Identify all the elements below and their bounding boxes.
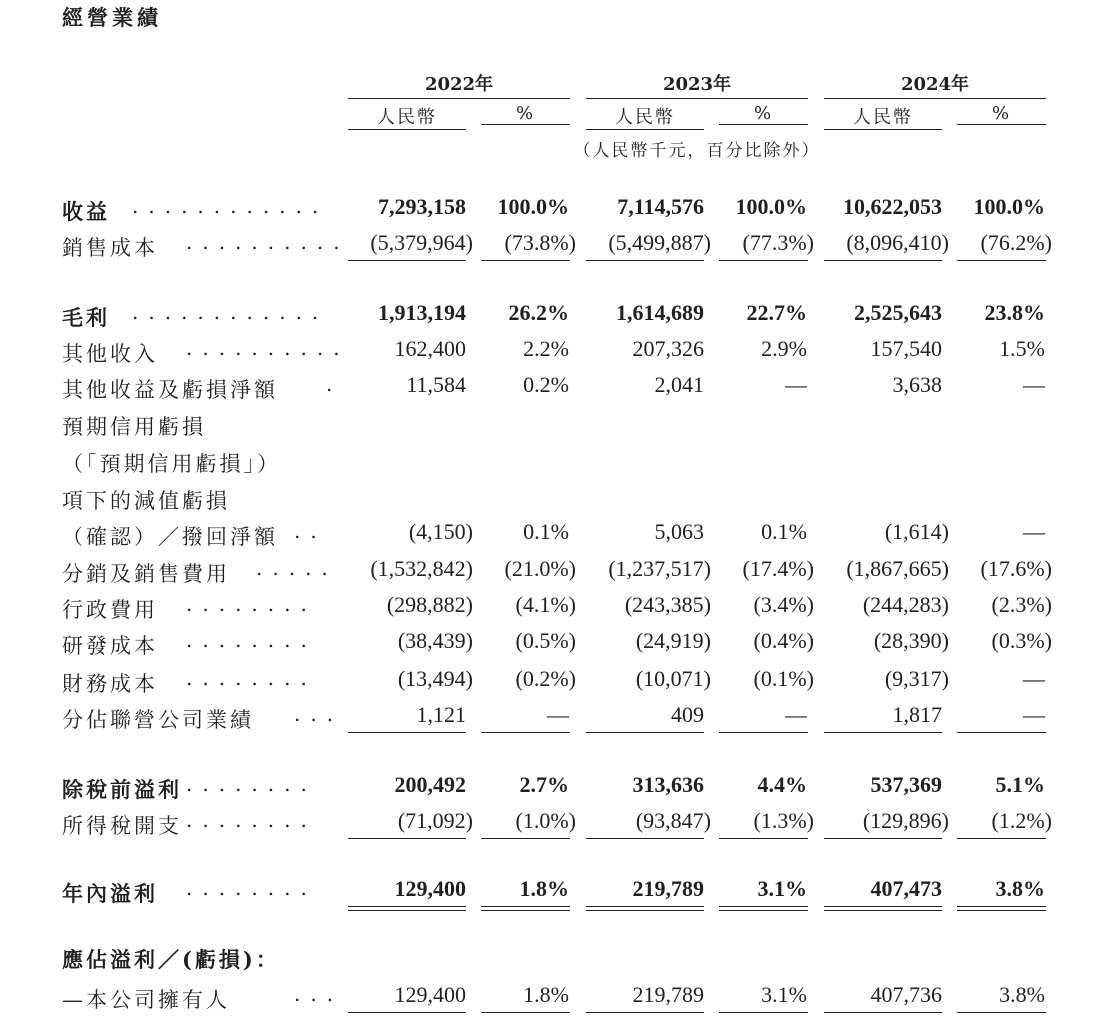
cell-value: (17.4%) — [742, 556, 814, 581]
underline — [824, 732, 942, 733]
row-label: 銷售成本 — [62, 236, 158, 260]
leader-dots: .......... — [186, 230, 350, 254]
underline — [719, 260, 808, 261]
underline — [348, 838, 466, 839]
row-label: 年內溢利 — [62, 881, 158, 906]
cell-value: (244,283) — [862, 592, 949, 617]
cell-value: 200,492 — [394, 772, 466, 797]
cell-value: 4.4% — [757, 772, 807, 797]
cell-value: 219,789 — [632, 982, 704, 1007]
leader-dots: ........ — [186, 628, 317, 652]
cell-value: (9,317) — [884, 666, 949, 691]
cell-value: (4,150) — [408, 519, 473, 544]
cell-value: 23.8% — [984, 300, 1045, 325]
cell-value: (17.6%) — [980, 556, 1052, 581]
double-underline — [481, 906, 570, 911]
cell-value: 22.7% — [746, 300, 807, 325]
col-rmb-2024: 人民幣 — [824, 103, 942, 130]
cell-value: (93,847) — [635, 808, 711, 833]
cell-value: — — [1023, 702, 1045, 727]
year-header-2024: 2024年 — [824, 70, 1046, 99]
row-label: 項下的減值虧損 — [62, 489, 230, 513]
cell-value: (4.1%) — [515, 592, 576, 617]
row-label: 分佔聯營公司業績 — [62, 708, 254, 732]
cell-value: (5,499,887) — [608, 230, 711, 255]
cell-value: (1,532,842) — [370, 556, 473, 581]
cell-value: 129,400 — [394, 982, 466, 1007]
unit-note: （人民幣千元，百分比除外） — [573, 141, 821, 161]
cell-value: 537,369 — [870, 772, 942, 797]
leader-dots: . — [326, 372, 343, 396]
col-pct-2022: % — [481, 103, 570, 125]
cell-value: — — [1023, 519, 1045, 544]
underline — [957, 838, 1046, 839]
cell-value: 157,540 — [870, 336, 942, 361]
underline — [586, 1012, 704, 1013]
cell-value: — — [547, 702, 569, 727]
cell-value: 1,614,689 — [616, 300, 704, 325]
cell-value: (13,494) — [397, 666, 473, 691]
cell-value: (0.5%) — [515, 628, 576, 653]
row-label: 其他收入 — [62, 342, 158, 366]
cell-value: 0.2% — [523, 372, 569, 397]
underline — [348, 1012, 466, 1013]
cell-value: (71,092) — [397, 808, 473, 833]
leader-dots: ........ — [186, 808, 317, 832]
underline — [481, 260, 570, 261]
cell-value: — — [785, 702, 807, 727]
col-pct-2023: % — [719, 103, 808, 125]
row-label: （確認）／撥回淨額 — [62, 525, 278, 549]
leader-dots: .......... — [186, 336, 350, 360]
cell-value: (38,439) — [397, 628, 473, 653]
underline — [481, 732, 570, 733]
cell-value: (2.3%) — [991, 592, 1052, 617]
double-underline — [824, 906, 942, 911]
double-underline — [957, 906, 1046, 911]
col-pct-2024: % — [957, 103, 1046, 125]
cell-value: 10,622,053 — [843, 194, 942, 219]
underline — [481, 1012, 570, 1013]
leader-dots: ..... — [256, 556, 338, 580]
underline — [348, 732, 466, 733]
underline — [481, 838, 570, 839]
cell-value: 407,736 — [870, 982, 942, 1007]
row-label: 其他收益及虧損淨額 — [62, 378, 278, 402]
cell-value: 11,584 — [406, 372, 466, 397]
row-label: 毛利 — [62, 305, 110, 330]
underline — [586, 260, 704, 261]
row-label: 分銷及銷售費用 — [62, 562, 230, 586]
leader-dots: ........ — [186, 592, 317, 616]
row-label: 研發成本 — [62, 634, 158, 658]
leader-dots: ........ — [186, 666, 317, 690]
year-header-2022: 2022年 — [348, 70, 570, 99]
leader-dots: ........ — [186, 772, 317, 796]
col-rmb-2023: 人民幣 — [586, 103, 704, 130]
underline — [957, 1012, 1046, 1013]
cell-value: (76.2%) — [980, 230, 1052, 255]
cell-value: (21.0%) — [504, 556, 576, 581]
cell-value: 3.1% — [757, 876, 807, 901]
cell-value: 26.2% — [508, 300, 569, 325]
leader-dots: ... — [294, 702, 344, 726]
cell-value: 1,121 — [416, 702, 466, 727]
cell-value: 1.8% — [519, 876, 569, 901]
cell-value: 1,913,194 — [378, 300, 466, 325]
leader-dots: ............ — [132, 300, 329, 324]
cell-value: 0.1% — [523, 519, 569, 544]
underline — [586, 732, 704, 733]
cell-value: (8,096,410) — [846, 230, 949, 255]
underline — [719, 838, 808, 839]
double-underline — [719, 906, 808, 911]
cell-value: 1,817 — [892, 702, 942, 727]
underline — [719, 1012, 808, 1013]
cell-value: (28,390) — [873, 628, 949, 653]
row-label: （「預期信用虧損」） — [62, 452, 281, 476]
cell-value: (10,071) — [635, 666, 711, 691]
underline — [957, 260, 1046, 261]
cell-value: 3.1% — [761, 982, 807, 1007]
cell-value: (1.0%) — [515, 808, 576, 833]
cell-value: (243,385) — [624, 592, 711, 617]
cell-value: 162,400 — [394, 336, 466, 361]
cell-value: (3.4%) — [753, 592, 814, 617]
underline — [957, 732, 1046, 733]
cell-value: 129,400 — [394, 876, 466, 901]
cell-value: (1.3%) — [753, 808, 814, 833]
cell-value: (0.1%) — [753, 666, 814, 691]
cell-value: — — [785, 372, 807, 397]
cell-value: 100.0% — [973, 194, 1045, 219]
cell-value: (1,614) — [884, 519, 949, 544]
underline — [824, 838, 942, 839]
underline — [824, 260, 942, 261]
leader-dots: ... — [294, 982, 344, 1006]
row-label: 財務成本 — [62, 672, 158, 696]
cell-value: 1.5% — [999, 336, 1045, 361]
cell-value: 0.1% — [761, 519, 807, 544]
cell-value: (1,237,517) — [608, 556, 711, 581]
row-label: —本公司擁有人 — [62, 988, 230, 1012]
cell-value: 207,326 — [632, 336, 704, 361]
cell-value: 5,063 — [654, 519, 704, 544]
leader-dots: ............ — [132, 194, 329, 218]
cell-value: 5.1% — [995, 772, 1045, 797]
cell-value: 2.7% — [519, 772, 569, 797]
cell-value: — — [1023, 372, 1045, 397]
underline — [719, 732, 808, 733]
leader-dots: ........ — [186, 876, 317, 900]
cell-value: — — [1023, 666, 1045, 691]
cell-value: 3,638 — [892, 372, 942, 397]
cell-value: (1,867,665) — [846, 556, 949, 581]
cell-value: 7,114,576 — [617, 194, 704, 219]
col-rmb-2022: 人民幣 — [348, 103, 466, 130]
double-underline — [348, 906, 466, 911]
cell-value: (1.2%) — [991, 808, 1052, 833]
cell-value: 2.2% — [523, 336, 569, 361]
row-label: 所得稅開支 — [62, 814, 182, 838]
cell-value: (129,896) — [862, 808, 949, 833]
cell-value: 100.0% — [735, 194, 807, 219]
cell-value: 100.0% — [497, 194, 569, 219]
cell-value: 409 — [671, 702, 704, 727]
leader-dots: .. — [294, 519, 327, 543]
cell-value: 2,525,643 — [854, 300, 942, 325]
cell-value: (0.4%) — [753, 628, 814, 653]
page-title: 經營業績 — [62, 5, 162, 30]
cell-value: 3.8% — [995, 876, 1045, 901]
cell-value: 407,473 — [870, 876, 942, 901]
underline — [348, 260, 466, 261]
cell-value: 313,636 — [632, 772, 704, 797]
row-label: 收益 — [62, 199, 110, 224]
underline — [824, 1012, 942, 1013]
cell-value: (298,882) — [386, 592, 473, 617]
underline — [586, 838, 704, 839]
cell-value: 1.8% — [523, 982, 569, 1007]
cell-value: (0.2%) — [515, 666, 576, 691]
double-underline — [586, 906, 704, 911]
cell-value: (24,919) — [635, 628, 711, 653]
year-header-2023: 2023年 — [586, 70, 808, 99]
cell-value: 219,789 — [632, 876, 704, 901]
cell-value: (0.3%) — [991, 628, 1052, 653]
cell-value: 7,293,158 — [378, 194, 466, 219]
row-label: 預期信用虧損 — [62, 415, 206, 439]
row-label: 行政費用 — [62, 598, 158, 622]
row-label: 除稅前溢利 — [62, 777, 182, 802]
cell-value: 3.8% — [999, 982, 1045, 1007]
cell-value: 2.9% — [761, 336, 807, 361]
cell-value: (73.8%) — [504, 230, 576, 255]
cell-value: (5,379,964) — [370, 230, 473, 255]
cell-value: (77.3%) — [742, 230, 814, 255]
row-label: 應佔溢利／(虧損)： — [62, 947, 280, 972]
cell-value: 2,041 — [654, 372, 704, 397]
